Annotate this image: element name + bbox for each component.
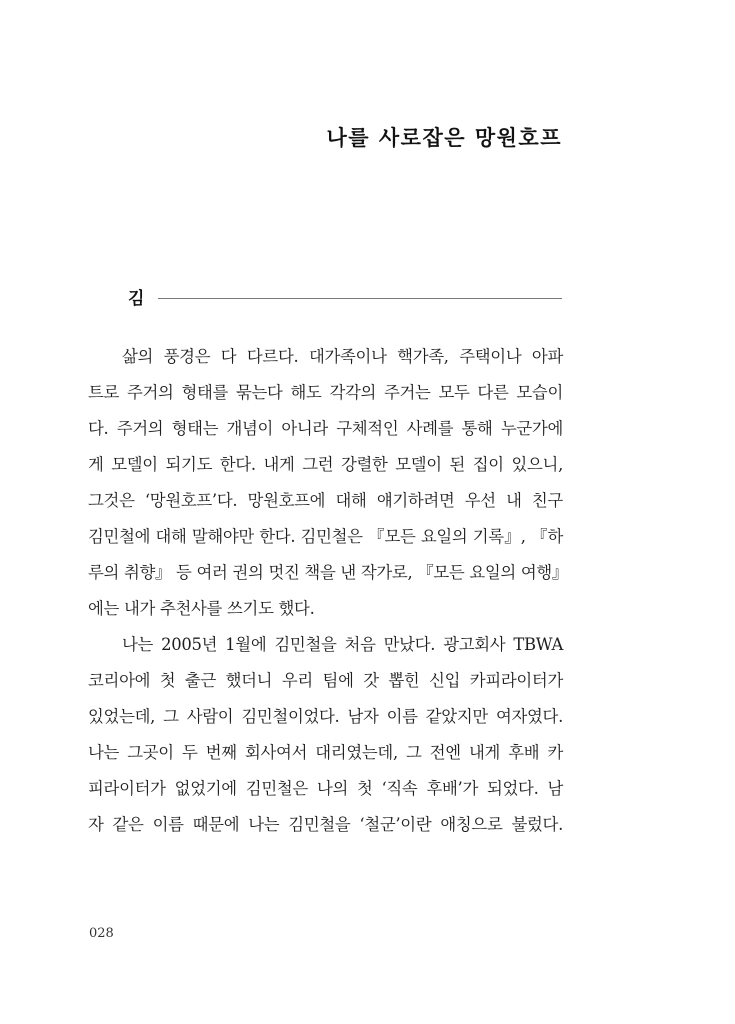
- paragraph-2-line: 코리아에 첫 출근 했더니 우리 팀에 갓 뽑힌 신입 카피라이터가: [88, 671, 563, 690]
- paragraph-1-line: 게 모델이 되기도 한다. 내게 그런 강렬한 모델이 된 집이 있으니,: [88, 455, 563, 474]
- paragraph-1-line: 그것은 ‘망원호프’다. 망원호프에 대해 얘기하려면 우선 내 친구: [88, 491, 563, 510]
- paragraph-1-line: 루의 취향』 등 여러 권의 멋진 책을 낸 작가로, 『모든 요일의 여행』: [88, 563, 568, 582]
- paragraph-1-line: 트로 주거의 형태를 묶는다 해도 각각의 주거는 모두 다른 모습이: [88, 383, 563, 402]
- paragraph-2-line: 피라이터가 없었기에 김민철은 나의 첫 ‘직속 후배’가 되었다. 남: [88, 779, 563, 798]
- paragraph-2-line: 나는 그곳이 두 번째 회사여서 대리였는데, 그 전엔 내게 후배 카: [88, 743, 563, 762]
- author-divider-rule: [158, 298, 562, 299]
- body-text: [88, 342, 568, 846]
- paragraph-1-line: 다. 주거의 형태는 개념이 아니라 구체적인 사례를 통해 누군가에: [88, 419, 563, 438]
- paragraph-2-line: 있었는데, 그 사람이 김민철이었다. 남자 이름 같았지만 여자였다.: [88, 707, 563, 726]
- paragraph-1-line: 김민철에 대해 말해야만 한다. 김민철은 『모든 요일의 기록』, 『하: [88, 527, 563, 546]
- paragraph-2-line: 자 같은 이름 때문에 나는 김민철을 ‘철군’이란 애칭으로 불렀다.: [88, 815, 563, 834]
- paragraph-1-line: 삶의 풍경은 다 다르다. 대가족이나 핵가족, 주택이나 아파: [122, 347, 563, 366]
- author-byline: [128, 283, 562, 309]
- paragraph-2-line: 나는 2005년 1월에 김민철을 처음 만났다. 광고회사 TBWA: [122, 635, 563, 654]
- author-name: 김: [128, 288, 145, 309]
- paragraph-1-line: 에는 내가 추천사를 쓰기도 했다.: [88, 599, 315, 618]
- chapter-title: 나를 사로잡은 망원호프: [326, 126, 562, 150]
- page-number: 028: [89, 926, 114, 941]
